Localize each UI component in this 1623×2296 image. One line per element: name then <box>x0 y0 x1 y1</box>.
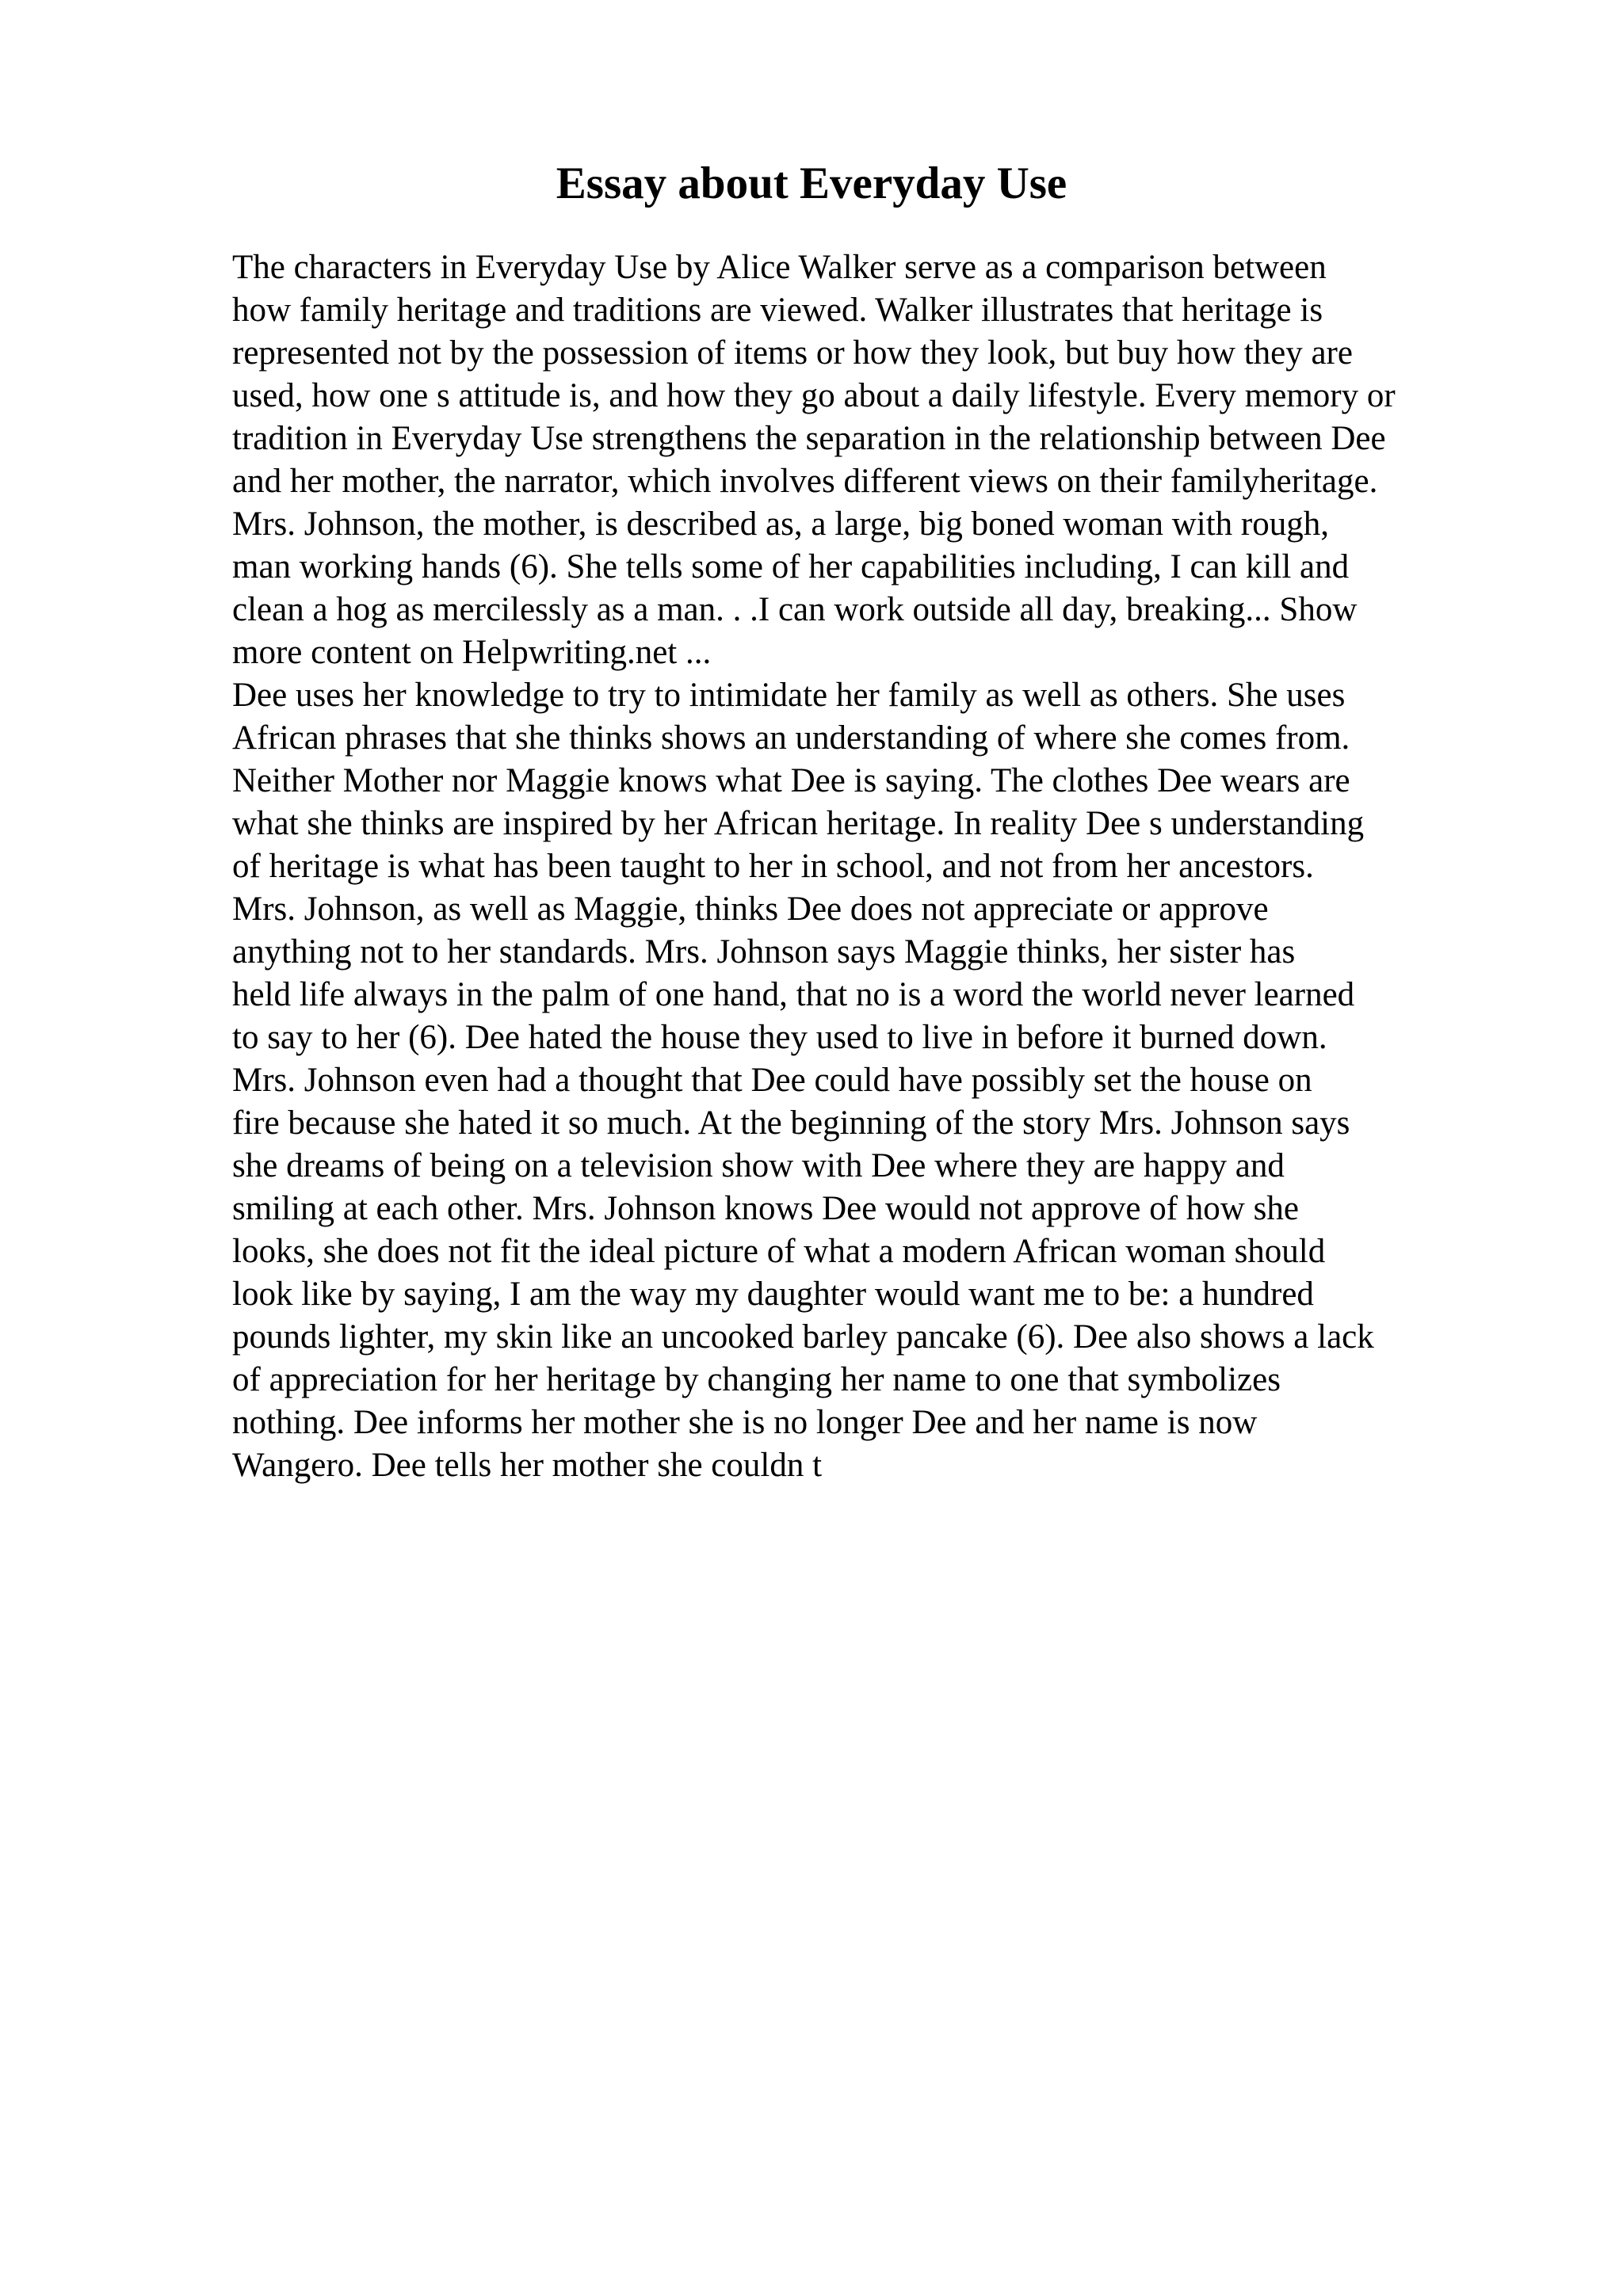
text-line: African phrases that she thinks shows an understanding of where she comes from. <box>232 719 1350 757</box>
text-line: clean a hog as mercilessly as a man. . .I can work outside all day, breaking... Show <box>232 591 1358 628</box>
text-line: she dreams of being on a television show with Dee where they are happy and <box>232 1147 1285 1184</box>
text-line: nothing. Dee informs her mother she is no longer Dee and her name is now <box>232 1404 1258 1441</box>
text-line: Wangero. Dee tells her mother she couldn t <box>232 1447 823 1484</box>
text-line: anything not to her standards. Mrs. Johnson says Maggie thinks, her sister has <box>232 933 1296 971</box>
text-line: smiling at each other. Mrs. Johnson knows Dee would not approve of how she <box>232 1190 1299 1227</box>
text-line: look like by saying, I am the way my daughter would want me to be: a hundred <box>232 1276 1314 1313</box>
text-line: tradition in Everyday Use strengthens the separation in the relationship between Dee <box>232 420 1386 457</box>
text-line: of appreciation for her heritage by changing her name to one that symbolizes <box>232 1361 1281 1398</box>
document-title: Essay about Everyday Use <box>556 158 1067 208</box>
text-line: pounds lighter, my skin like an uncooked barley pancake (6). Dee also shows a lack <box>232 1318 1374 1356</box>
text-line: fire because she hated it so much. At the beginning of the story Mrs. Johnson says <box>232 1104 1350 1142</box>
text-line: what she thinks are inspired by her African heritage. In reality Dee s understanding <box>232 805 1365 842</box>
text-line: looks, she does not fit the ideal picture of what a modern African woman should <box>232 1233 1326 1270</box>
text-line: to say to her (6). Dee hated the house they used to live in before it burned down. <box>232 1019 1327 1056</box>
text-line: held life always in the palm of one hand, that no is a word the world never learned <box>232 976 1355 1013</box>
text-line: Mrs. Johnson even had a thought that Dee could have possibly set the house on <box>232 1062 1312 1099</box>
text-line: and her mother, the narrator, which involves different views on their familyheritage. <box>232 463 1378 500</box>
text-line: of heritage is what has been taught to her in school, and not from her ancestors. <box>232 848 1314 885</box>
text-line: Neither Mother nor Maggie knows what Dee is saying. The clothes Dee wears are <box>232 762 1350 799</box>
text-line: man working hands (6). She tells some of her capabilities including, I can kill and <box>232 548 1350 585</box>
essay-body <box>232 246 1595 1487</box>
text-line: Mrs. Johnson, as well as Maggie, thinks Dee does not appreciate or approve <box>232 891 1269 928</box>
text-line: how family heritage and traditions are viewed. Walker illustrates that heritage is <box>232 292 1323 329</box>
text-line: Mrs. Johnson, the mother, is described as, a large, big boned woman with rough, <box>232 505 1329 543</box>
text-line: The characters in Everyday Use by Alice Walker serve as a comparison between <box>232 249 1327 286</box>
text-line: represented not by the possession of items or how they look, but buy how they are <box>232 334 1353 372</box>
text-line: used, how one s attitude is, and how they go about a daily lifestyle. Every memory or <box>232 377 1396 414</box>
text-line: more content on Helpwriting.net ... <box>232 634 712 671</box>
text-line: Dee uses her knowledge to try to intimidate her family as well as others. She uses <box>232 677 1346 714</box>
